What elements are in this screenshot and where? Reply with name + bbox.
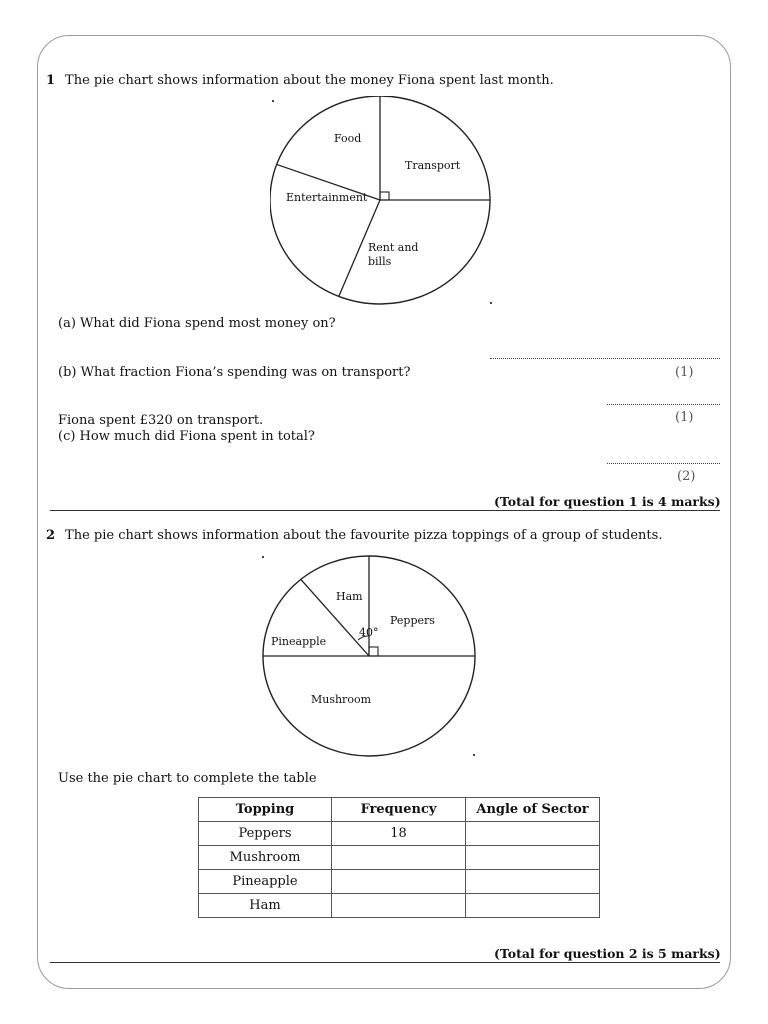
divider: [50, 510, 720, 511]
pie-chart-toppings: [258, 553, 480, 761]
header-angle: Angle of Sector: [466, 798, 600, 822]
question-2-number: 2: [46, 528, 56, 543]
slice-label-rent-and-bills: Rent and bills: [368, 241, 419, 268]
question-1a: (a) What did Fiona spend most money on?: [58, 316, 336, 331]
angle-cell[interactable]: [466, 894, 600, 918]
topping-cell: Mushroom: [199, 846, 332, 870]
slice-label-peppers: Peppers: [390, 614, 435, 627]
slice-label-food: Food: [334, 132, 362, 145]
question-1b: (b) What fraction Fiona’s spending was on transport?: [58, 365, 411, 380]
question-1-text: The pie chart shows information about the money Fiona spent last month.: [65, 73, 554, 88]
question-1-info: Fiona spent £320 on transport.: [58, 413, 264, 428]
question-1c: (c) How much did Fiona spent in total?: [58, 429, 315, 444]
header-frequency: Frequency: [332, 798, 466, 822]
angle-cell[interactable]: [466, 822, 600, 846]
slice-label-entertainment: Entertainment: [286, 191, 368, 204]
angle-annotation: 40°: [359, 626, 379, 639]
mark-1a: (1): [675, 365, 694, 380]
mark-1b: (1): [675, 410, 694, 425]
table-header-row: [199, 798, 600, 822]
question-1-intro: [46, 73, 554, 88]
table-row: [199, 870, 600, 894]
angle-cell[interactable]: [466, 870, 600, 894]
question-2-total: (Total for question 2 is 5 marks): [494, 946, 721, 961]
table-row: [199, 822, 600, 846]
question-2-text: The pie chart shows information about the favourite pizza toppings of a group of students.: [65, 528, 663, 543]
slice-label-ham: Ham: [336, 590, 363, 603]
topping-cell: Ham: [199, 894, 332, 918]
topping-cell: Peppers: [199, 822, 332, 846]
slice-label-transport: Transport: [405, 159, 461, 172]
answer-line-1a[interactable]: [490, 358, 720, 359]
question-1-total: (Total for question 1 is 4 marks): [494, 494, 721, 509]
toppings-table: [198, 797, 600, 918]
answer-line-1c[interactable]: [607, 463, 720, 464]
frequency-cell[interactable]: 18: [332, 822, 466, 846]
question-2-intro: [46, 528, 662, 543]
mark-1c: (2): [677, 469, 696, 484]
pie-chart-spending: [270, 96, 496, 310]
table-row: [199, 846, 600, 870]
slice-label-pineapple: Pineapple: [271, 635, 327, 648]
answer-line-1b[interactable]: [607, 404, 720, 405]
angle-cell[interactable]: [466, 846, 600, 870]
frequency-cell[interactable]: [332, 894, 466, 918]
question-2-instruction: Use the pie chart to complete the table: [58, 771, 317, 786]
slice-label-mushroom: Mushroom: [310, 693, 372, 706]
question-1-number: 1: [46, 73, 56, 88]
frequency-cell[interactable]: [332, 870, 466, 894]
topping-cell: Pineapple: [199, 870, 332, 894]
frequency-cell[interactable]: [332, 846, 466, 870]
table-row: [199, 894, 600, 918]
header-topping: Topping: [199, 798, 332, 822]
divider: [50, 962, 720, 963]
